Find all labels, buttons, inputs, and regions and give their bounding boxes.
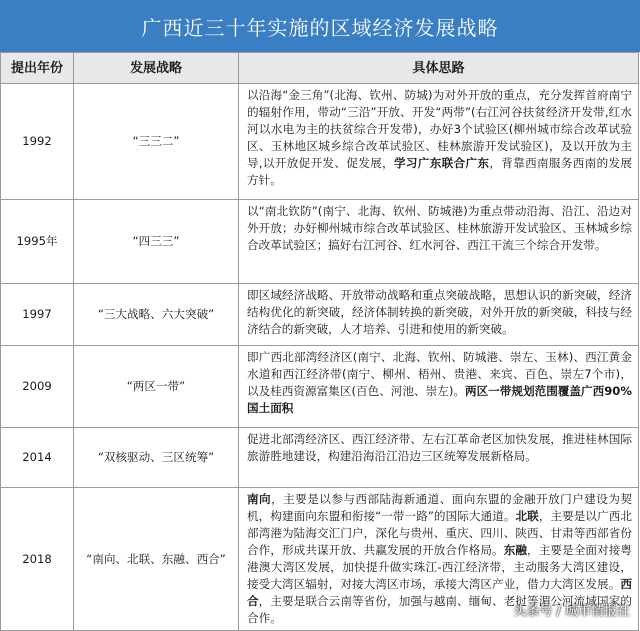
details-cell <box>239 284 639 346</box>
page-title: 广西近三十年实施的区域经济发展战略 <box>0 0 640 52</box>
details-text: ，主要是全面对接粤港澳大湾区发展，加快提升做实珠江-西江经济带，主动服务大湾区建设，接受大湾区辐射，对接大湾区市场，承接大湾区产业，借力大湾区发展。 <box>247 543 632 591</box>
details-text: ，背靠西南服务西南的发展方针。 <box>247 156 632 187</box>
header-details: 具体思路 <box>239 53 639 84</box>
details-text: ，主要是以参与西部陆海新通道、面向东盟的金融开放门户建设为契机，构建面向东盟和衔接“一带一路”的国际大通道。 <box>247 492 632 523</box>
table-row <box>1 84 639 200</box>
year-cell: 1997 <box>1 284 74 346</box>
details-cell <box>239 346 639 428</box>
table-header-row <box>1 53 639 84</box>
details-text: ，主要是联合云南等省份，加强与越南、缅甸、老挝等湄公河流域国家的合作。 <box>247 594 632 625</box>
header-year: 提出年份 <box>1 53 74 84</box>
details-cell <box>239 84 639 200</box>
details-text: 即广西北部湾经济区(南宁、北海、钦州、防城港、崇左、玉林)、西江黄金水道和西江经济带(南宁、柳州、梧州、贵港、来宾、百色、崇左7个市)，以及桂西资源富集区(百色、河池、崇左)。 <box>247 350 632 398</box>
details-emphasis: 东融 <box>503 543 528 557</box>
year-cell: 1995年 <box>1 200 74 284</box>
details-text: ，主要是以广西北部湾港为陆海交汇门户，深化与贵州、重庆、四川、陕西、甘肃等西部省份合作，形成共谋开放、共赢发展的开放合作格局。 <box>247 509 632 557</box>
year-cell: 2018 <box>1 488 74 631</box>
details-cell <box>239 428 639 488</box>
header-strategy: 发展战略 <box>74 53 239 84</box>
table-row <box>1 346 639 428</box>
year-cell: 2014 <box>1 428 74 488</box>
details-text: 以“南北钦防”(南宁、北海、钦州、防城港)为重点带动沿海、沿江、沿边对外开放；办好柳州城市综合改革试验区、桂林旅游开发试验区、玉林城乡综合改革试验区；搞好右江河谷、红水河谷、西江干流三个综合开发带。 <box>247 204 632 252</box>
details-emphasis: 南向 <box>247 492 272 506</box>
strategy-cell: “双核驱动、三区统筹” <box>74 428 239 488</box>
details-text: 促进北部湾经济区、西江经济带、左右江革命老区加快发展，推进桂林国际旅游胜地建设，构建沿海沿江沿边三区统筹发展新格局。 <box>247 432 632 463</box>
year-cell: 1992 <box>1 84 74 200</box>
details-cell <box>239 200 639 284</box>
details-emphasis: 两区一带规划范围覆盖广西90%国土面积 <box>247 384 632 415</box>
details-text: 以沿海“金三角”(北海、钦州、防城)为对外开放的重点，充分发挥首府南宁的辐射作用，带动“三沿”开放、开发“两带”(右江河谷扶贫经济开发带,红水河以水电为主的扶贫综合开发带)，办好3个试验区(柳州城市综合改革试验区、玉林地区城乡综合改革试验区、桂林旅游开发试验区)，及以开放为主导,以开放促开发、促发展， <box>247 88 632 170</box>
table-row <box>1 200 639 284</box>
strategy-cell: “两区一带” <box>74 346 239 428</box>
details-emphasis: 西合 <box>247 577 632 608</box>
strategy-cell: “三大战略、六大突破” <box>74 284 239 346</box>
details-emphasis: 北联 <box>515 509 539 523</box>
strategy-cell: “南向、北联、东融、西合” <box>74 488 239 631</box>
details-text: 即区域经济战略、开放带动战略和重点突破战略，思想认识的新突破，经济结构优化的新突破，经济体制转换的新突破，对外开放的新突破，科技与经济结合的新突破，人才培养、引进和使用的新突破。 <box>247 288 632 336</box>
year-cell: 2009 <box>1 346 74 428</box>
strategy-cell: “四三三” <box>74 200 239 284</box>
details-emphasis: 学习广东联合广东 <box>394 156 490 170</box>
table-row <box>1 284 639 346</box>
strategy-table <box>0 52 639 631</box>
watermark: 头条号 / 城市情报社 <box>513 604 630 619</box>
strategy-cell: “三三二” <box>74 84 239 200</box>
table-row <box>1 428 639 488</box>
